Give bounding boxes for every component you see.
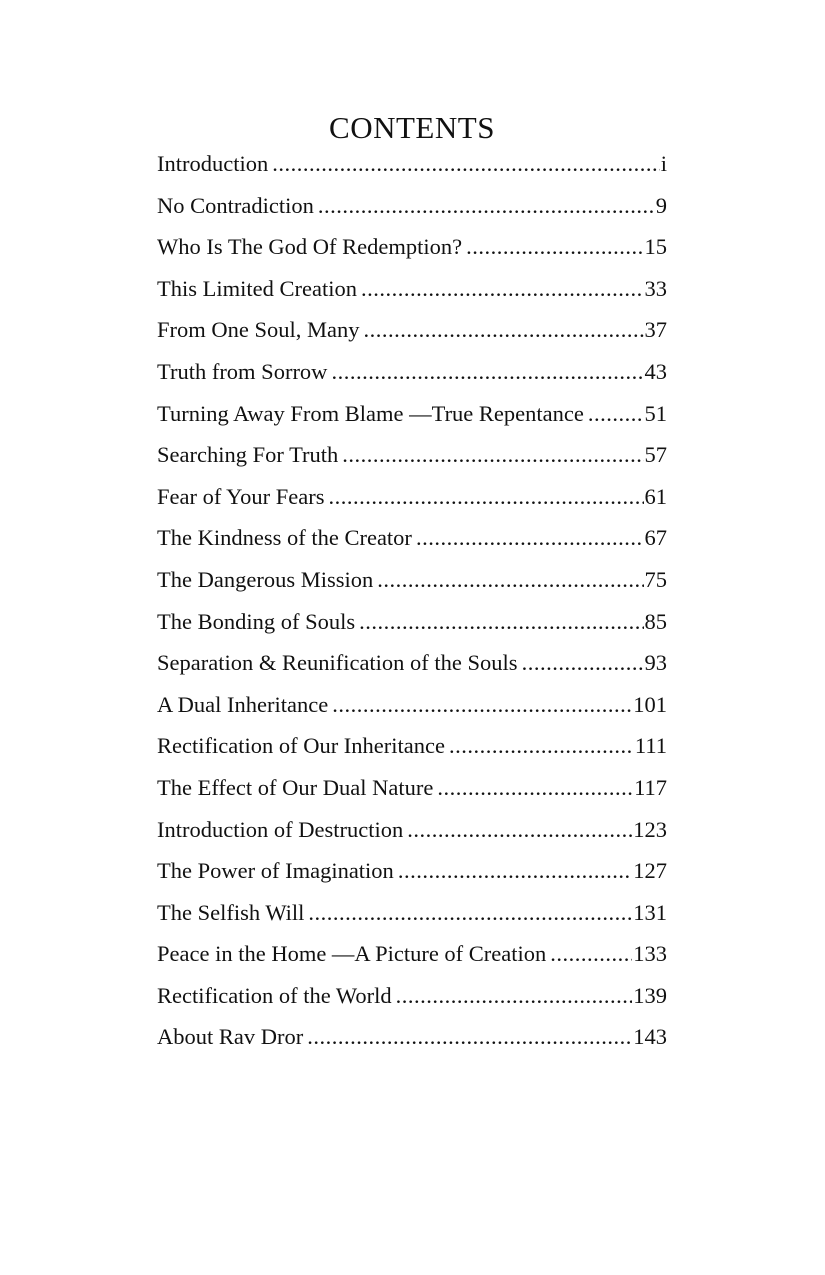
toc-entry-page: 67 <box>644 525 667 551</box>
dot-leader <box>550 933 632 975</box>
toc-entry-page: 139 <box>633 982 667 1008</box>
dot-leader <box>364 309 644 351</box>
toc-entry[interactable] <box>157 809 667 851</box>
dot-leader <box>437 767 633 809</box>
toc-entry-label: Introduction of Destruction <box>157 816 404 842</box>
toc-entry[interactable] <box>157 351 667 393</box>
toc-entry[interactable] <box>157 892 667 934</box>
dot-leader <box>588 393 644 435</box>
dot-leader <box>361 268 644 310</box>
toc-entry-label: About Rav Dror <box>157 1024 304 1050</box>
dot-leader <box>416 517 644 559</box>
toc-entry[interactable] <box>157 601 667 643</box>
toc-entry-page: 75 <box>644 566 667 592</box>
dot-leader <box>307 1016 632 1058</box>
toc-entry-label: The Effect of Our Dual Nature <box>157 774 434 800</box>
toc-entry-label: The Bonding of Souls <box>157 608 356 634</box>
toc-entry-label: Separation & Reunification of the Souls <box>157 650 518 676</box>
toc-entry[interactable] <box>157 309 667 351</box>
toc-entry-page: 127 <box>633 858 667 884</box>
toc-entry[interactable] <box>157 185 667 227</box>
toc-entry[interactable] <box>157 1016 667 1058</box>
dot-leader <box>407 809 632 851</box>
toc-entry-page: 15 <box>644 234 667 260</box>
contents-page <box>157 106 667 1058</box>
toc-entry-page: 61 <box>644 483 667 509</box>
toc-entry[interactable] <box>157 725 667 767</box>
toc-entry-page: 37 <box>644 317 667 343</box>
toc-entry[interactable] <box>157 975 667 1017</box>
dot-leader <box>359 601 643 643</box>
toc-entry-label: Peace in the Home —A Picture of Creation <box>157 941 547 967</box>
toc-entry-label: Rectification of Our Inheritance <box>157 733 445 759</box>
toc-entry-page: 131 <box>633 899 667 925</box>
toc-entry-label: The Dangerous Mission <box>157 566 374 592</box>
toc-entry-label: No Contradiction <box>157 192 314 218</box>
dot-leader <box>272 143 660 185</box>
table-of-contents <box>157 143 667 1058</box>
dot-leader <box>466 226 643 268</box>
dot-leader <box>308 892 632 934</box>
toc-entry-label: Turning Away From Blame —True Repentance <box>157 400 584 426</box>
dot-leader <box>318 185 655 227</box>
toc-entry[interactable] <box>157 268 667 310</box>
toc-entry[interactable] <box>157 434 667 476</box>
toc-entry-label: Truth from Sorrow <box>157 358 328 384</box>
toc-entry-label: The Power of Imagination <box>157 858 394 884</box>
toc-entry-label: The Selfish Will <box>157 899 305 925</box>
dot-leader <box>377 559 643 601</box>
toc-entry-label: This Limited Creation <box>157 275 357 301</box>
toc-entry-label: Fear of Your Fears <box>157 483 325 509</box>
toc-entry-page: 93 <box>644 650 667 676</box>
toc-entry-page: 57 <box>644 442 667 468</box>
toc-entry[interactable] <box>157 767 667 809</box>
dot-leader <box>398 850 632 892</box>
toc-entry-page: 111 <box>634 733 667 759</box>
toc-entry[interactable] <box>157 559 667 601</box>
toc-entry-label: The Kindness of the Creator <box>157 525 412 551</box>
toc-entry[interactable] <box>157 476 667 518</box>
toc-entry-label: From One Soul, Many <box>157 317 360 343</box>
dot-leader <box>331 351 643 393</box>
toc-entry[interactable] <box>157 226 667 268</box>
toc-entry-page: 117 <box>634 774 667 800</box>
toc-entry-page: 33 <box>644 275 667 301</box>
toc-entry-page: 51 <box>644 400 667 426</box>
toc-entry-label: Introduction <box>157 151 269 176</box>
toc-entry-page: 101 <box>633 691 667 717</box>
toc-entry[interactable] <box>157 684 667 726</box>
toc-entry[interactable] <box>157 517 667 559</box>
toc-entry-page: 133 <box>633 941 667 967</box>
toc-entry-label: Who Is The God Of Redemption? <box>157 234 463 260</box>
toc-entry-label: A Dual Inheritance <box>157 691 329 717</box>
dot-leader <box>332 684 632 726</box>
toc-entry-page: 123 <box>633 816 667 842</box>
toc-entry[interactable] <box>157 393 667 435</box>
dot-leader <box>396 975 633 1017</box>
toc-entry-label: Rectification of the World <box>157 982 392 1008</box>
dot-leader <box>449 725 634 767</box>
toc-entry[interactable] <box>157 642 667 684</box>
dot-leader <box>329 476 644 518</box>
toc-entry-page: 43 <box>644 358 667 384</box>
toc-entry-page: 85 <box>644 608 667 634</box>
dot-leader <box>522 642 644 684</box>
toc-entry-page: i <box>660 151 667 176</box>
toc-entry[interactable] <box>157 850 667 892</box>
page-title: CONTENTS <box>329 110 495 145</box>
toc-entry[interactable] <box>157 933 667 975</box>
dot-leader <box>342 434 643 476</box>
toc-entry[interactable] <box>157 143 667 185</box>
toc-entry-page: 9 <box>655 192 667 218</box>
toc-entry-label: Searching For Truth <box>157 442 339 468</box>
toc-entry-page: 143 <box>633 1024 667 1050</box>
